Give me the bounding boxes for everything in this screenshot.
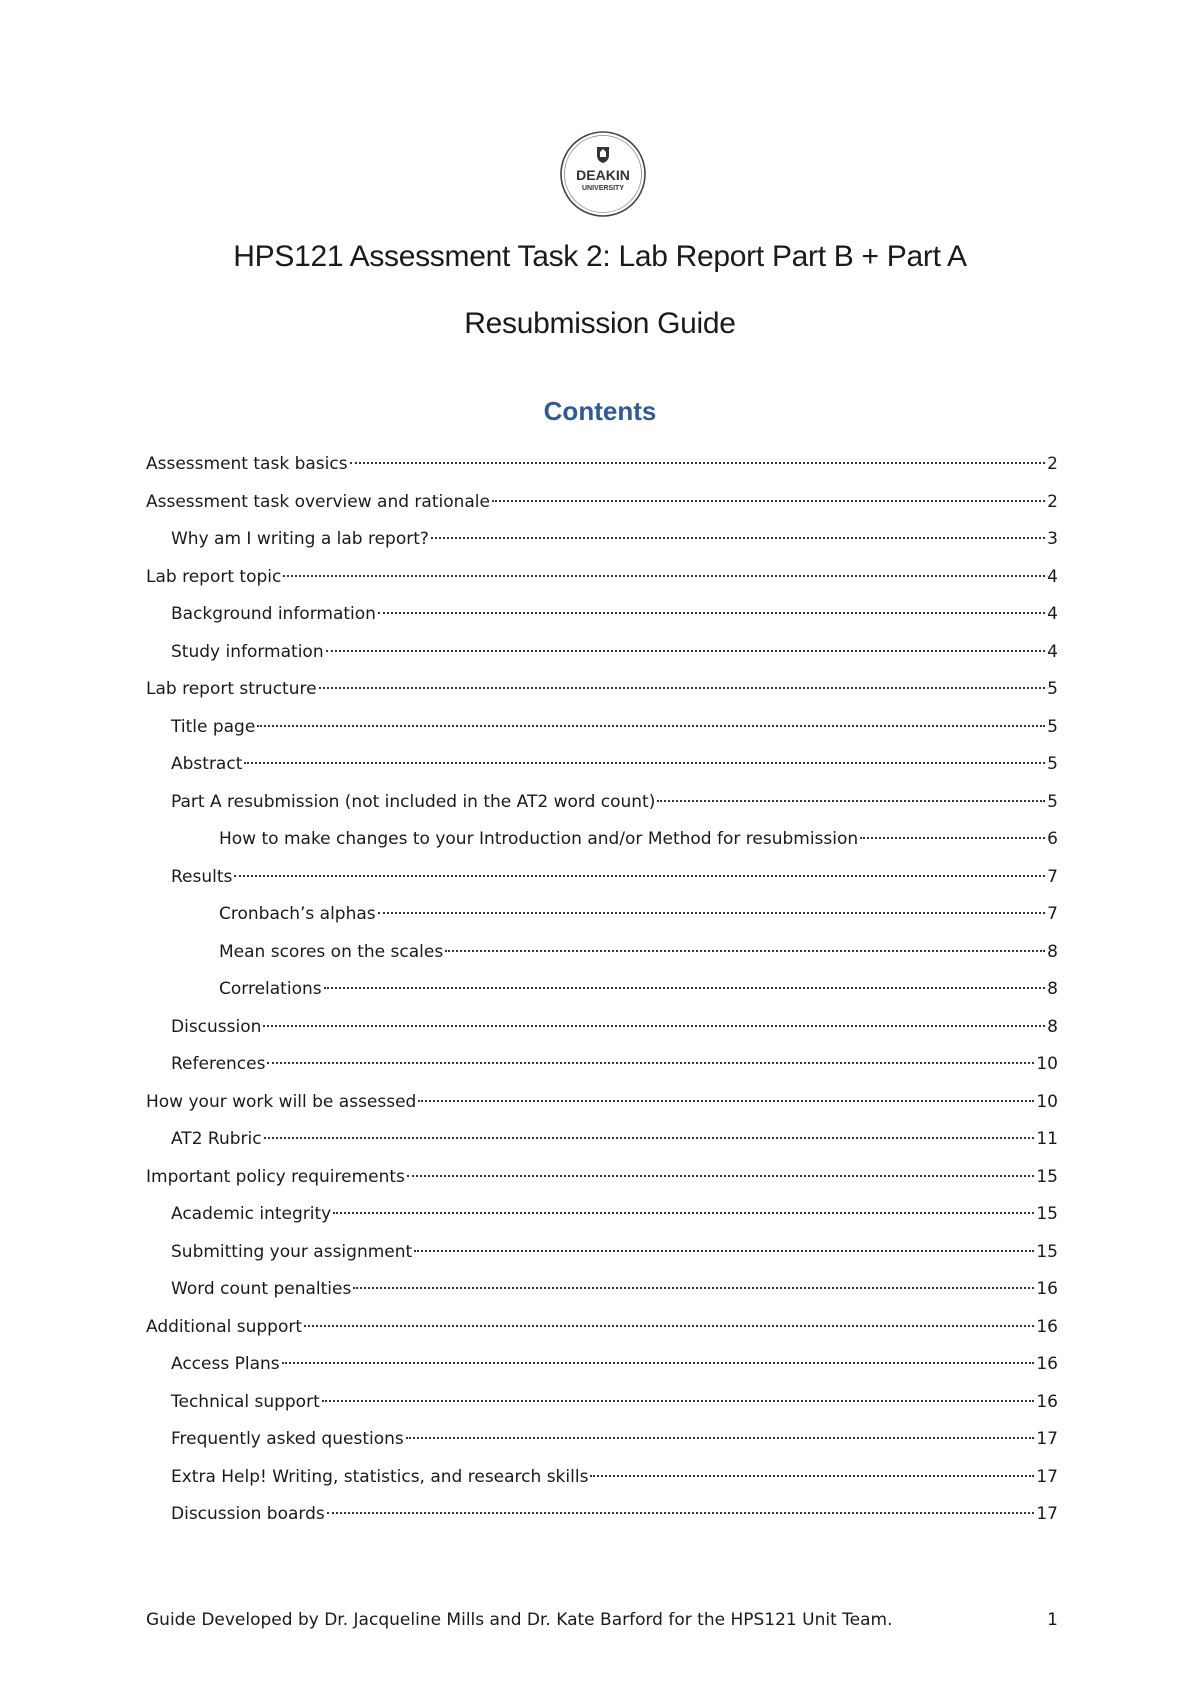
logo-line1: DEAKIN — [576, 167, 630, 183]
toc-entry[interactable] — [146, 790, 1058, 828]
toc-entry-title: Frequently asked questions — [171, 1429, 404, 1449]
toc-entry-title: Mean scores on the scales — [219, 941, 444, 962]
toc-entry[interactable] — [146, 865, 1058, 903]
toc-entry-page: 15 — [1036, 1204, 1058, 1224]
toc-entry-page: 16 — [1036, 1316, 1058, 1337]
toc-dot-leader — [304, 1325, 1034, 1327]
toc-entry[interactable] — [146, 1465, 1058, 1503]
toc-dot-leader — [324, 987, 1046, 989]
toc-entry-page: 2 — [1047, 454, 1058, 474]
toc-dot-leader — [257, 725, 1045, 727]
page-footer — [146, 1610, 1058, 1630]
toc-entry-title: Assessment task basics — [146, 454, 348, 474]
toc-dot-leader — [322, 1400, 1035, 1402]
toc-entry-title: Technical support — [171, 1391, 320, 1412]
toc-entry-page: 3 — [1047, 529, 1058, 549]
toc-entry-page: 5 — [1047, 679, 1058, 699]
toc-dot-leader — [418, 1100, 1034, 1102]
toc-dot-leader — [445, 950, 1045, 952]
toc-dot-leader — [378, 912, 1046, 914]
toc-dot-leader — [406, 1437, 1035, 1439]
toc-entry-title: Academic integrity — [171, 1204, 332, 1224]
toc-entry-title: Discussion — [171, 1016, 262, 1037]
toc-entry-title: Background information — [171, 604, 376, 624]
toc-entry-page: 16 — [1036, 1354, 1058, 1374]
toc-entry-page: 7 — [1047, 904, 1058, 924]
toc-entry-title: Word count penalties — [171, 1279, 352, 1299]
toc-entry-title: Results — [171, 866, 233, 887]
toc-dot-leader — [350, 462, 1046, 464]
toc-dot-leader — [590, 1475, 1034, 1477]
toc-dot-leader — [267, 1062, 1034, 1064]
toc-entry-page: 15 — [1036, 1241, 1058, 1262]
toc-entry[interactable] — [146, 1240, 1058, 1278]
toc-entry-title: Correlations — [219, 979, 322, 999]
toc-entry-title: Lab report structure — [146, 679, 317, 699]
toc-entry[interactable] — [146, 677, 1058, 715]
toc-entry[interactable] — [146, 565, 1058, 603]
toc-entry[interactable] — [146, 977, 1058, 1015]
toc-entry-title: Part A resubmission (not included in the AT2 word count) — [171, 791, 656, 812]
toc-dot-leader — [407, 1175, 1034, 1177]
toc-entry[interactable] — [146, 452, 1058, 490]
toc-dot-leader — [860, 837, 1045, 839]
toc-entry-title: Study information — [171, 641, 324, 662]
toc-entry-page: 4 — [1047, 566, 1058, 587]
toc-entry-title: Discussion boards — [171, 1504, 325, 1524]
toc-entry[interactable] — [146, 490, 1058, 528]
toc-entry-page: 6 — [1047, 829, 1058, 849]
toc-entry-title: Abstract — [171, 754, 243, 774]
footer-credit: Guide Developed by Dr. Jacqueline Mills and Dr. Kate Barford for the HPS121 Unit Team. — [146, 1610, 893, 1630]
toc-entry-page: 8 — [1047, 1016, 1058, 1037]
toc-entry-page: 8 — [1047, 979, 1058, 999]
toc-entry-title: How your work will be assessed — [146, 1091, 417, 1112]
toc-entry[interactable] — [146, 902, 1058, 940]
toc-entry-title: Additional support — [146, 1316, 303, 1337]
toc-entry-title: Important policy requirements — [146, 1166, 405, 1187]
toc-entry-page: 5 — [1047, 716, 1058, 737]
toc-entry[interactable] — [146, 1277, 1058, 1315]
toc-entry-title: References — [171, 1054, 266, 1074]
toc-entry-title: AT2 Rubric — [171, 1129, 262, 1149]
toc-dot-leader — [264, 1137, 1035, 1139]
toc-entry-page: 5 — [1047, 754, 1058, 774]
toc-entry[interactable] — [146, 1052, 1058, 1090]
toc-dot-leader — [431, 537, 1045, 539]
toc-entry[interactable] — [146, 1390, 1058, 1428]
toc-dot-leader — [319, 687, 1046, 689]
toc-entry[interactable] — [146, 1352, 1058, 1390]
toc-entry-page: 17 — [1036, 1466, 1058, 1487]
toc-entry-page: 16 — [1036, 1279, 1058, 1299]
toc-entry-page: 4 — [1047, 641, 1058, 662]
toc-entry-title: How to make changes to your Introduction and/or Method for resubmission — [219, 829, 859, 849]
toc-dot-leader — [263, 1025, 1045, 1027]
contents-heading: Contents — [543, 396, 657, 426]
toc-entry[interactable] — [146, 1502, 1058, 1540]
toc-entry-page: 4 — [1047, 604, 1058, 624]
toc-entry-page: 15 — [1036, 1166, 1058, 1187]
toc-entry[interactable] — [146, 1165, 1058, 1203]
toc-dot-leader — [234, 875, 1045, 877]
toc-entry[interactable] — [146, 1202, 1058, 1240]
toc-entry-page: 17 — [1036, 1504, 1058, 1524]
toc-entry[interactable] — [146, 1127, 1058, 1165]
toc-dot-leader — [327, 1512, 1035, 1514]
toc-entry[interactable] — [146, 527, 1058, 565]
toc-entry-title: Title page — [171, 716, 256, 737]
toc-entry[interactable] — [146, 827, 1058, 865]
toc-entry[interactable] — [146, 715, 1058, 753]
toc-entry[interactable] — [146, 1315, 1058, 1353]
logo-line2: UNIVERSITY — [581, 185, 625, 192]
toc-dot-leader — [244, 762, 1045, 764]
toc-entry[interactable] — [146, 1427, 1058, 1465]
toc-dot-leader — [282, 1362, 1035, 1364]
toc-entry-page: 5 — [1047, 791, 1058, 812]
toc-entry-page: 2 — [1047, 491, 1058, 512]
toc-entry-page: 17 — [1036, 1429, 1058, 1449]
toc-entry[interactable] — [146, 752, 1058, 790]
toc-entry-title: Cronbach’s alphas — [219, 904, 376, 924]
toc-entry-page: 7 — [1047, 866, 1058, 887]
toc-dot-leader — [657, 800, 1045, 802]
toc-entry-page: 8 — [1047, 941, 1058, 962]
deakin-university-logo — [559, 130, 647, 218]
toc-entry-page: 16 — [1036, 1391, 1058, 1412]
document-subtitle: Resubmission Guide — [464, 307, 736, 340]
toc-entry-title: Assessment task overview and rationale — [146, 491, 490, 512]
toc-dot-leader — [283, 575, 1045, 577]
toc-entry-page: 10 — [1036, 1054, 1058, 1074]
toc-dot-leader — [492, 500, 1045, 502]
toc-dot-leader — [326, 650, 1046, 652]
toc-dot-leader — [353, 1287, 1034, 1289]
toc-entry-title: Extra Help! Writing, statistics, and research skills — [171, 1466, 589, 1487]
toc-entry-page: 11 — [1036, 1129, 1058, 1149]
toc-dot-leader — [333, 1212, 1034, 1214]
toc-entry-title: Lab report topic — [146, 566, 282, 587]
toc-dot-leader — [378, 612, 1045, 614]
toc-entry[interactable] — [146, 940, 1058, 978]
toc-dot-leader — [414, 1250, 1034, 1252]
footer-page-number: 1 — [1047, 1610, 1058, 1630]
toc-entry[interactable] — [146, 1090, 1058, 1128]
document-title: HPS121 Assessment Task 2: Lab Report Part B + Part A — [233, 240, 967, 273]
toc-entry-title: Submitting your assignment — [171, 1241, 413, 1262]
toc-entry-title: Why am I writing a lab report? — [171, 529, 429, 549]
toc-entry-title: Access Plans — [171, 1354, 280, 1374]
toc-entry[interactable] — [146, 1015, 1058, 1053]
toc-entry-page: 10 — [1036, 1091, 1058, 1112]
table-of-contents — [146, 452, 1058, 1540]
toc-entry[interactable] — [146, 602, 1058, 640]
toc-entry[interactable] — [146, 640, 1058, 678]
